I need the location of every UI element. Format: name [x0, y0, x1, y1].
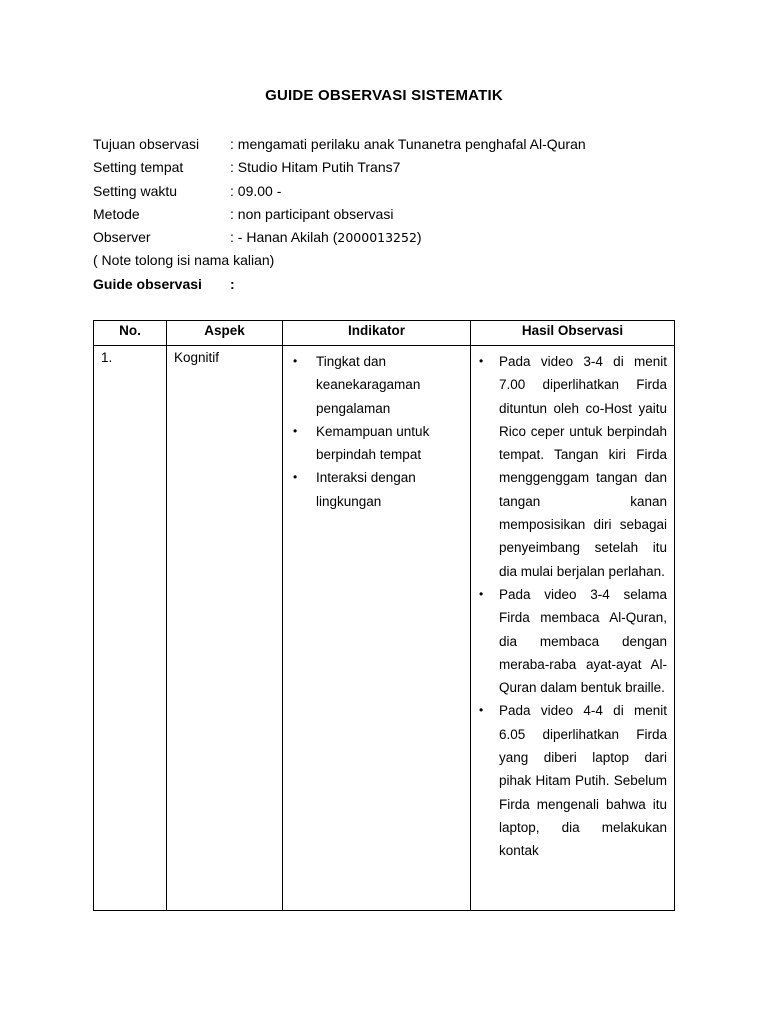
list-item: [290, 420, 463, 467]
metode-label: Metode: [93, 205, 140, 222]
setting-waktu-value: : 09.00 -: [230, 182, 282, 199]
meta-row-setting-waktu: [93, 180, 586, 203]
indikator-text: Kemampuan untuk berpindah tempat: [316, 423, 430, 463]
note-line: ( Note tolong isi nama kalian): [93, 252, 275, 269]
meta-row-guide: [93, 273, 586, 296]
meta-row-observer: [93, 226, 586, 249]
cell-aspek: Kognitif: [167, 346, 283, 911]
header-no: No.: [94, 321, 167, 346]
indikator-text: Interaksi dengan lingkungan: [316, 470, 416, 509]
observer-close: ): [416, 229, 422, 246]
tujuan-label: Tujuan observasi: [93, 136, 200, 152]
guide-colon: :: [230, 275, 235, 292]
meta-row-metode: [93, 203, 586, 226]
list-item: [290, 466, 463, 513]
bullet-icon: •: [293, 423, 298, 438]
cell-no: 1.: [94, 346, 167, 911]
setting-tempat-label: Setting tempat: [93, 159, 184, 176]
hasil-text: Pada video 4-4 di menit 6.05 diperlihatkan Firda yang diberi laptop dari pihak Hitam Putih. Sebelum Firda mengenali bahwa itu laptop, dia melakukan kontak: [499, 703, 667, 859]
cell-indikator: [283, 346, 471, 911]
list-item: [478, 350, 667, 583]
observation-table: [93, 320, 675, 911]
bullet-icon: •: [479, 354, 484, 368]
header-hasil-observasi: Hasil Observasi: [471, 321, 675, 346]
list-item: [478, 583, 667, 699]
bullet-icon: •: [293, 470, 298, 485]
observer-nim: 2000013252: [337, 230, 417, 246]
hasil-text: Pada video 3-4 di menit 7.00 diperlihatkan Firda dituntun oleh co-Host yaitu Rico ceper untuk berpindah tempat. Tangan kiri Firda menggenggam tangan dan tangan kanan memposisikan diri sebagai penyeimbang setelah itu dia mulai berjalan perlahan.: [499, 354, 667, 579]
setting-tempat-value: : Studio Hitam Putih Trans7: [230, 159, 401, 176]
observer-value: : - Hanan Akilah (: [230, 229, 338, 246]
indikator-text: Tingkat dan keanekaragaman pengalaman: [316, 354, 421, 416]
observation-meta: [93, 133, 586, 296]
setting-waktu-label: Setting waktu: [93, 182, 178, 199]
bullet-icon: •: [479, 586, 484, 601]
list-item: [478, 699, 667, 862]
observer-label: Observer: [93, 229, 151, 246]
list-item: [290, 350, 463, 420]
bullet-icon: •: [293, 354, 298, 368]
document-title: GUIDE OBSERVASI SISTEMATIK: [265, 87, 503, 104]
cell-hasil-observasi: [471, 346, 675, 911]
bullet-icon: •: [479, 703, 484, 718]
table-header-row: [94, 321, 675, 346]
guide-label: Guide observasi: [93, 275, 202, 292]
tujuan-value: : mengamati perilaku anak Tunanetra penghafal Al-Quran: [230, 136, 586, 152]
header-aspek: Aspek: [167, 321, 283, 346]
meta-row-tujuan: [93, 133, 586, 156]
metode-value: : non participant observasi: [230, 205, 394, 222]
meta-row-setting-tempat: [93, 156, 586, 179]
hasil-text: Pada video 3-4 selama Firda membaca Al-Quran, dia membaca dengan meraba-raba ayat-ayat Al-Quran dalam bentuk braille.: [499, 586, 667, 696]
table-row: [94, 346, 675, 911]
header-indikator: Indikator: [283, 321, 471, 346]
